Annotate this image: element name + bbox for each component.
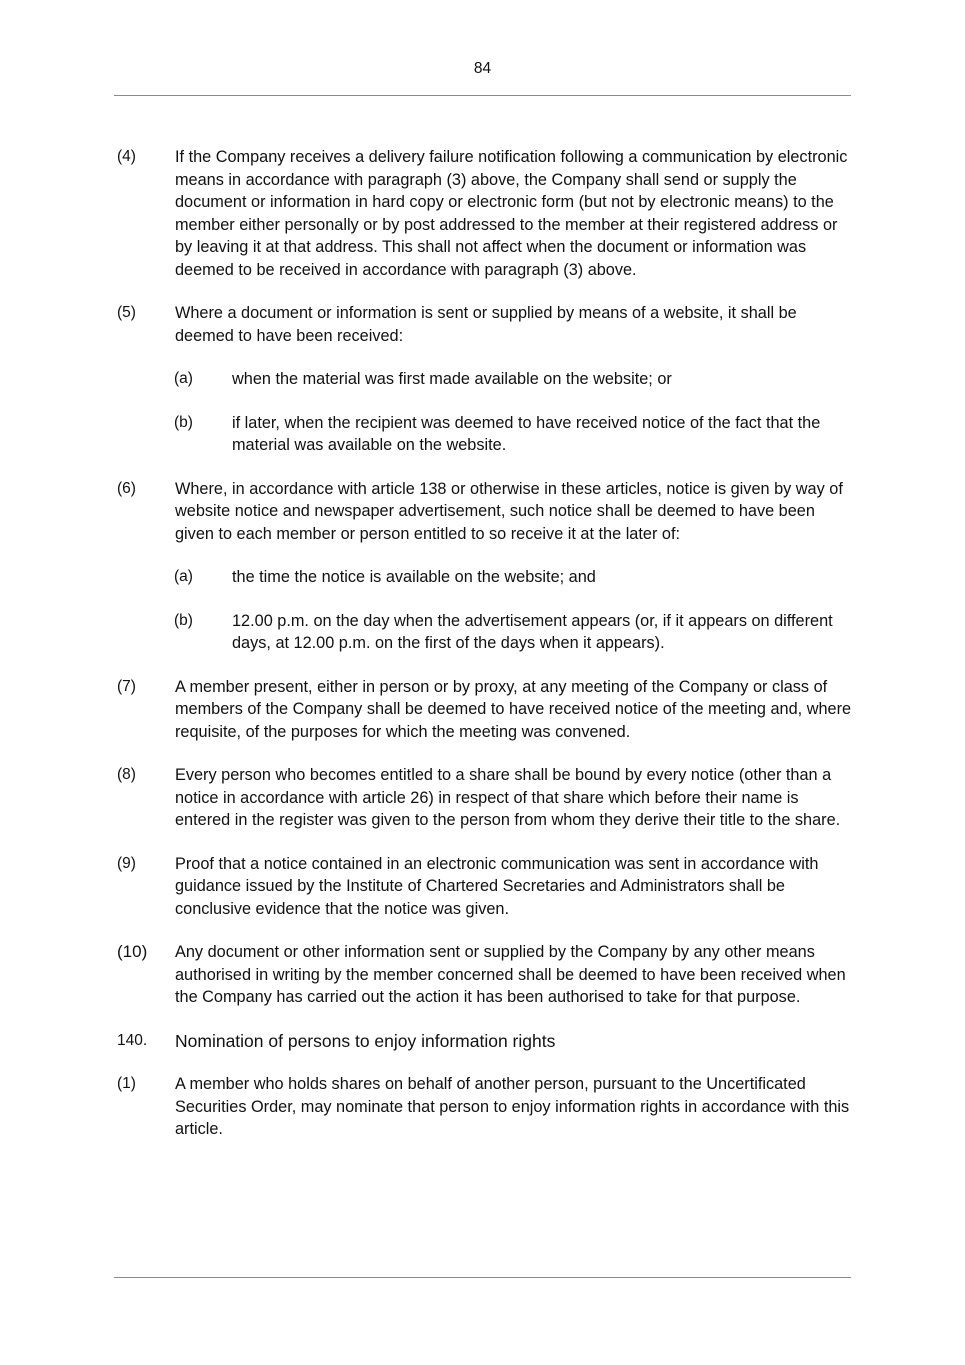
- page-number: 84: [473, 60, 492, 77]
- subparagraph-text: 12.00 p.m. on the day when the advertisement appears (or, if it appears on different days, at 12.00 p.m. on the first of the days when it appears).: [232, 611, 833, 652]
- paragraph-7: [117, 676, 852, 744]
- article-title: Nomination of persons to enjoy information rights: [175, 1030, 556, 1051]
- paragraph-8: [117, 764, 852, 832]
- document-body: [117, 146, 852, 1162]
- paragraph-text: Where, in accordance with article 138 or otherwise in these articles, notice is given by way of website notice and newspaper advertisement, such notice shall be deemed to have been given to each member or person entitled to so receive it at the later of:: [175, 479, 843, 543]
- paragraph-9: [117, 853, 852, 921]
- subparagraph-letter: (b): [174, 611, 193, 629]
- paragraph-5: [117, 302, 852, 347]
- paragraph-number: (9): [117, 854, 136, 872]
- paragraph-text: A member present, either in person or by proxy, at any meeting of the Company or class of members of the Company shall be deemed to have received notice of the meeting and, where requisite, of the purposes for which the meeting was convened.: [175, 677, 852, 741]
- paragraph-4: [117, 146, 852, 281]
- paragraph-number: (8): [117, 766, 136, 783]
- paragraph-number: (5): [117, 304, 136, 321]
- paragraph-10: [117, 941, 852, 1009]
- subparagraph-6b: [117, 610, 852, 655]
- paragraph-number: (6): [117, 479, 136, 497]
- paragraph-140-1: [117, 1073, 852, 1141]
- subparagraph-letter: (a): [174, 568, 193, 585]
- paragraph-text: Where a document or information is sent or supplied by means of a website, it shall be deemed to have been received:: [175, 304, 797, 345]
- paragraph-text: If the Company receives a delivery failure notification following a communication by electronic means in accordance with paragraph (3) above, the Company shall send or supply the document or information in hard copy or electronic form (but not by electronic means) to the member either personally or by post addressed to the member at their registered address or by leaving it at that address. This shall not affect when the document or information was deemed to be received in accordance with paragraph (3) above.: [175, 148, 848, 279]
- paragraph-text: Any document or other information sent or supplied by the Company by any other means authorised in writing by the member concerned shall be deemed to have been received when the Company has carried out the action it has been authorised to take for that purpose.: [175, 943, 846, 1006]
- paragraph-text: Proof that a notice contained in an electronic communication was sent in accordance with guidance issued by the Institute of Chartered Secretaries and Administrators shall be conclusive evidence that the notice was given.: [175, 854, 819, 918]
- paragraph-text: A member who holds shares on behalf of another person, pursuant to the Uncertificated Securities Order, may nominate that person to enjoy information rights in accordance with this article.: [175, 1075, 850, 1138]
- header-divider: [114, 95, 851, 96]
- footer-divider: [114, 1277, 851, 1278]
- subparagraph-5a: [117, 368, 852, 391]
- subparagraph-text: if later, when the recipient was deemed to have received notice of the fact that the material was available on the website.: [232, 413, 821, 454]
- subparagraph-letter: (a): [174, 370, 193, 387]
- subparagraph-letter: (b): [174, 413, 193, 431]
- subparagraph-5b: [117, 412, 852, 457]
- subparagraph-6a: [117, 566, 852, 589]
- paragraph-text: Every person who becomes entitled to a share shall be bound by every notice (other than a notice in accordance with article 26) in respect of that share which before their name is entered in the register was given to the person from whom they derive their title to the share.: [175, 766, 841, 829]
- paragraph-number: (1): [117, 1075, 136, 1092]
- paragraph-number: (4): [117, 148, 136, 165]
- subparagraph-text: the time the notice is available on the website; and: [232, 568, 596, 586]
- paragraph-number: (7): [117, 677, 136, 695]
- paragraph-number: (10): [117, 942, 148, 961]
- article-number: 140.: [117, 1031, 148, 1049]
- subparagraph-text: when the material was first made available on the website; or: [232, 370, 672, 388]
- article-140-heading: [117, 1030, 852, 1053]
- paragraph-6: [117, 478, 852, 546]
